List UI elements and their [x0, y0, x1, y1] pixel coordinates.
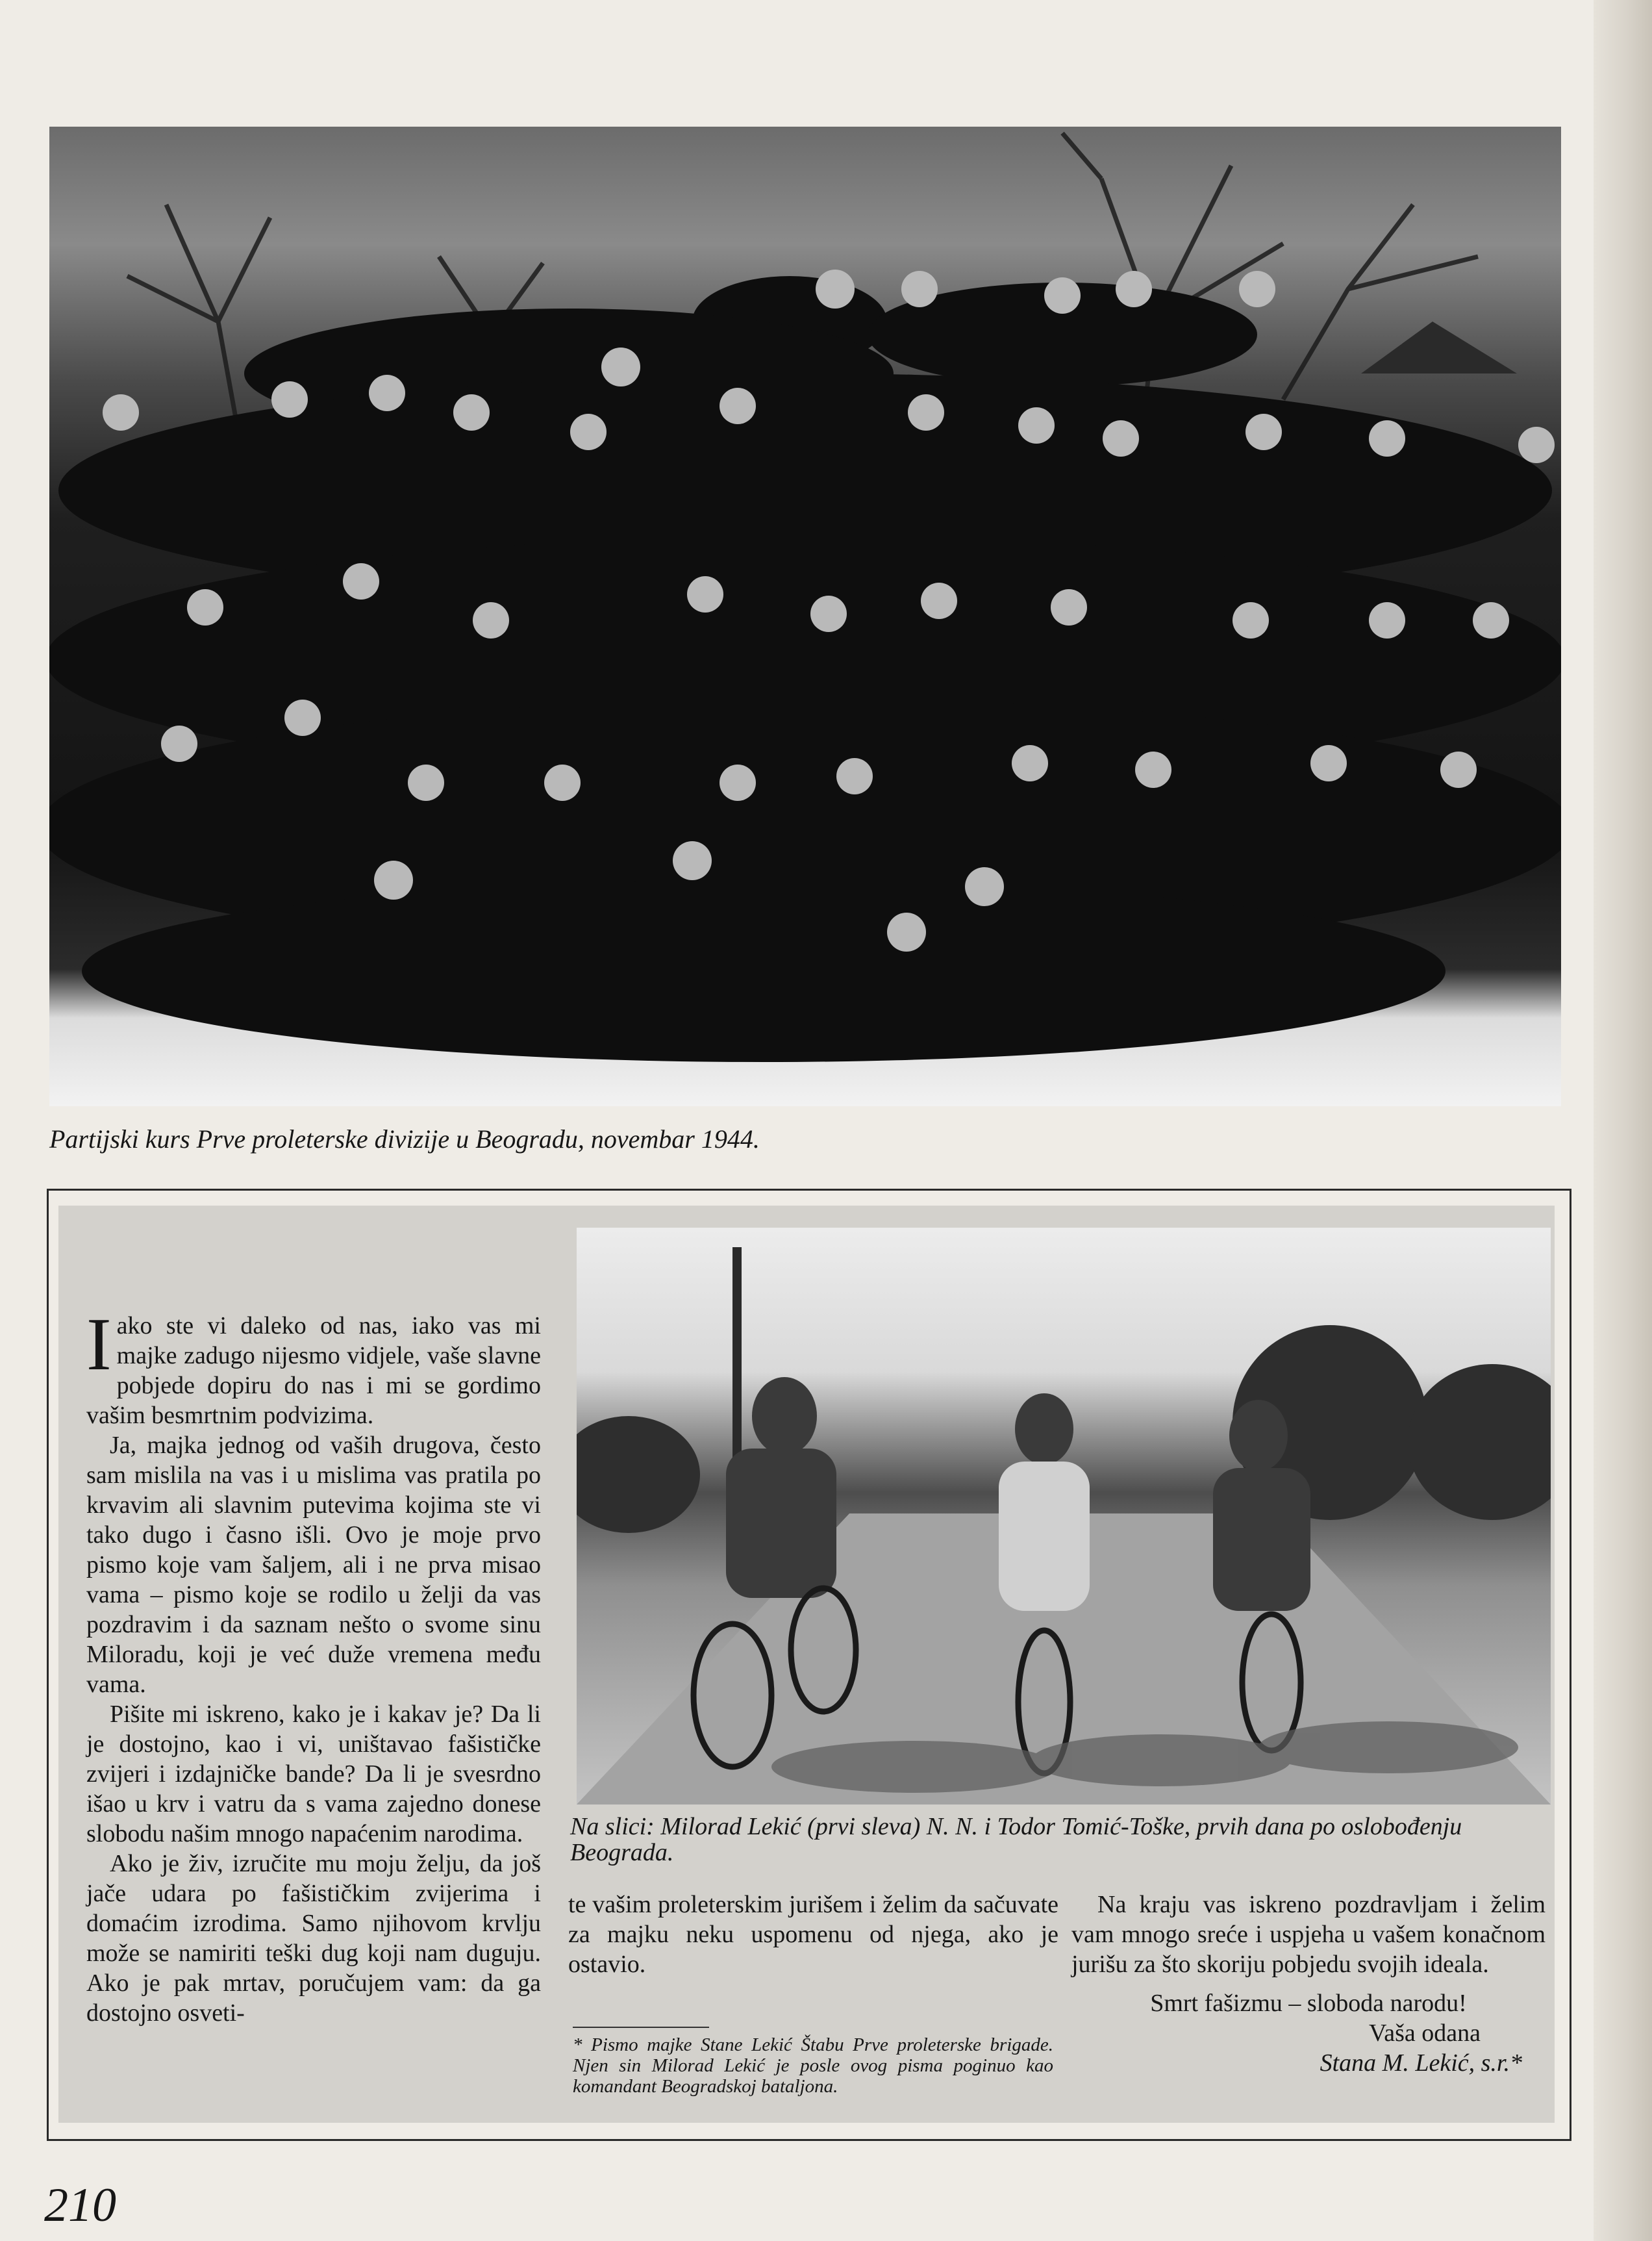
letter-column-3	[1071, 1890, 1546, 2078]
page-edge-shadow	[1594, 0, 1652, 2241]
group-photo	[49, 127, 1561, 1106]
cyclists-photo-drawing	[577, 1228, 1551, 1804]
footnote: * Pismo majke Stane Lekić Štabu Prve proleterske brigade. Njen sin Milorad Lekić je posle ovog pisma poginuo kao komandant Beogradskoj bataljona.	[573, 2034, 1053, 2097]
letter-paragraph-4: Ako je živ, izručite mu moju želju, da još jače udara po fašističkim zvijerima i domaćim izrodima. Samo njihovom krvlju može se namiriti teški dug koji nam duguju. Ako je pak mrtav, poručujem vam: da ga dostojno osveti-	[86, 1850, 541, 2027]
footnote-rule	[573, 2027, 709, 2028]
cyclists-photo-caption: Na slici: Milorad Lekić (prvi sleva) N. N. i Todor Tomić-Toške, prvih dana po oslobođenju Beograda.	[570, 1813, 1462, 1866]
letter-closing: Vaša odana	[1369, 2019, 1481, 2047]
letter-paragraph-2: Ja, majka jednog od vaših drugova, često sam mislila na vas i u mislima vas pratila po krvavim ali slavnim putevima kojima ste vi tako dugo i časno išli. Ovo je moje prvo pismo koje vam šaljem, ali i ne prva misao vama – pismo koje se rodilo u želji da vas pozdravim i da saznam nešto o svome sinu Miloradu, koji je već duže vremena među vama.	[86, 1432, 541, 1698]
letter-paragraph-1: ako ste vi daleko od nas, iako vas mi majke zadugo nijesmo vidjele, vaše slavne pobjede dopiru do nas i mi se gordimo vašim besmrtnim podvizima.	[86, 1312, 541, 1429]
group-photo-caption: Partijski kurs Prve proleterske divizije u Beogradu, novembar 1944.	[49, 1124, 760, 1154]
letter-paragraph-3: Pišite mi iskreno, kako je i kakav je? Da li je dostojno, kao i vi, uništavao fašističke zvijeri i izdajničke bande? Da li je svesrdno išao u krv i vatru da s vama zajedno donese slobodu našim mnogo napaćenim narodima.	[86, 1701, 541, 1847]
letter-signature: Stana M. Lekić, s.r.*	[1320, 2049, 1522, 2077]
letter-column-2	[568, 1890, 1058, 1979]
letter-slogan: Smrt fašizmu – sloboda narodu!	[1150, 1990, 1467, 2017]
group-photo-drawing	[49, 127, 1561, 1106]
drop-cap: I	[86, 1303, 112, 1386]
cyclists-photo	[577, 1228, 1551, 1804]
page-number: 210	[44, 2179, 116, 2232]
letter-column-1	[86, 1303, 541, 2028]
letter-paragraph-6: Na kraju vas iskreno pozdravljam i želim vam mnogo sreće i uspjeha u vašem konačnom jurišu za što skoriju pobjedu svojih ideala.	[1071, 1891, 1546, 1978]
letter-paragraph-5: te vašim proleterskim jurišem i želim da sačuvate za majku neku uspomenu od njega, ako je ostavio.	[568, 1891, 1058, 1978]
